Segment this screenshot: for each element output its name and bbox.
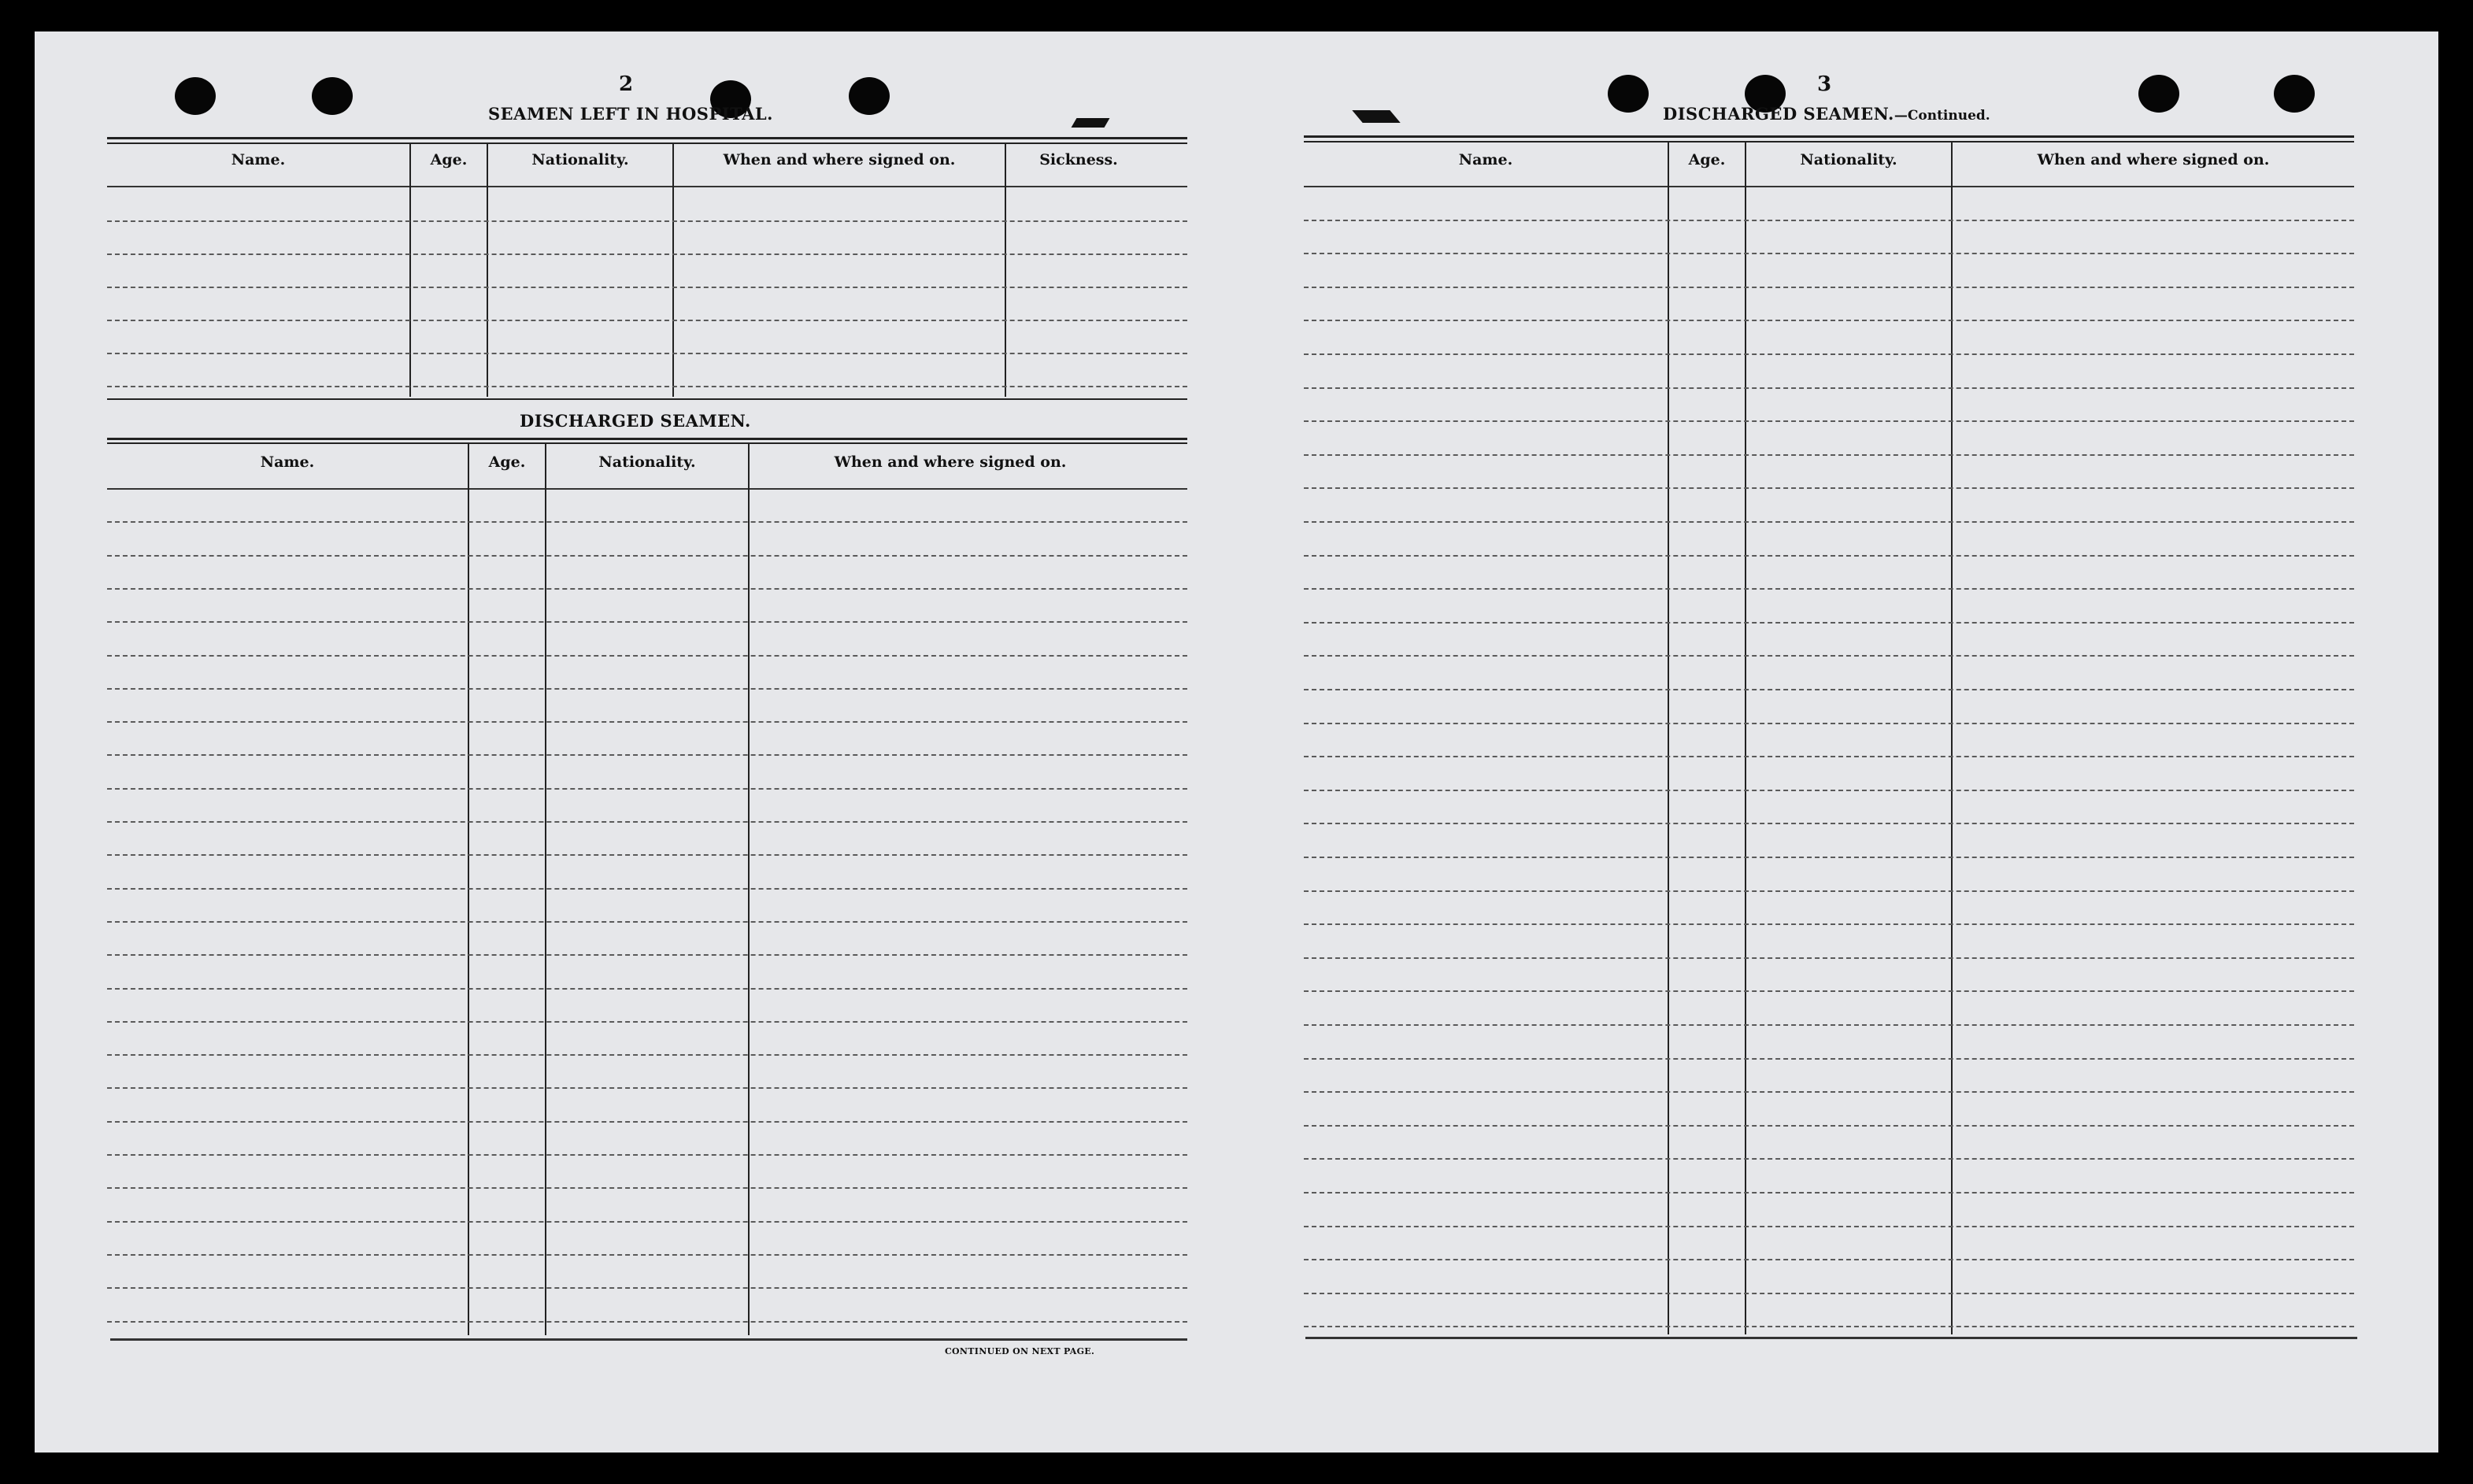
- continued-header-signed-on: When and where signed on.: [2037, 151, 2270, 168]
- entry-line: [1304, 454, 2354, 456]
- entry-line: [107, 1154, 1187, 1156]
- entry-line: [107, 821, 1187, 823]
- hospital-header-signed-on: When and where signed on.: [723, 151, 956, 168]
- hospital-section-title: SEAMEN LEFT IN HOSPITAL.: [488, 104, 773, 124]
- entry-line: [107, 621, 1187, 623]
- title-suffix: —Continued.: [1894, 108, 1990, 124]
- entry-line: [1304, 387, 2354, 389]
- hospital-header-sickness: Sickness.: [1039, 151, 1118, 168]
- entry-line: [1304, 1259, 2354, 1260]
- entry-line: [107, 555, 1187, 557]
- continued-footer: CONTINUED ON NEXT PAGE.: [945, 1346, 1095, 1356]
- continued-header-age: Age.: [1688, 151, 1726, 168]
- rule: [107, 442, 1187, 444]
- entry-line: [107, 1221, 1187, 1223]
- entry-line: [107, 1021, 1187, 1023]
- punch-hole: [849, 77, 890, 115]
- entry-line: [1304, 253, 2354, 254]
- entry-line: [107, 1287, 1187, 1289]
- entry-line: [1304, 1326, 2354, 1327]
- title-main: DISCHARGED SEAMEN.: [1663, 104, 1894, 124]
- punch-hole: [175, 77, 216, 115]
- entry-line: [107, 386, 1187, 387]
- tear-mark: [1352, 110, 1400, 123]
- page-number-right: 3: [1816, 72, 1832, 96]
- discharged-header-signed-on: When and where signed on.: [834, 453, 1067, 471]
- discharged-continued-title: [1663, 104, 1990, 124]
- rule: [107, 137, 1187, 139]
- rule: [107, 142, 1187, 144]
- discharged-entry-rows: [107, 488, 1187, 1338]
- entry-line: [107, 1254, 1187, 1256]
- entry-line: [107, 655, 1187, 657]
- hospital-header-nationality: Nationality.: [531, 151, 629, 168]
- entry-line: [1304, 823, 2354, 824]
- punch-hole: [2274, 75, 2315, 113]
- rule: [107, 398, 1187, 400]
- entry-line: [1304, 1293, 2354, 1294]
- entry-line: [1304, 1058, 2354, 1060]
- entry-line: [1304, 1226, 2354, 1227]
- entry-line: [107, 954, 1187, 956]
- entry-line: [1304, 1158, 2354, 1160]
- entry-line: [1304, 320, 2354, 321]
- punch-hole: [312, 77, 353, 115]
- entry-line: [1304, 420, 2354, 422]
- entry-line: [1304, 287, 2354, 288]
- entry-line: [107, 854, 1187, 856]
- discharged-header-nationality: Nationality.: [598, 453, 696, 471]
- entry-line: [1304, 1024, 2354, 1026]
- entry-line: [107, 220, 1187, 222]
- entry-line: [107, 754, 1187, 756]
- entry-line: [1304, 923, 2354, 925]
- discharged-section-title: DISCHARGED SEAMEN.: [520, 411, 751, 431]
- discharged-header-age: Age.: [488, 453, 526, 471]
- entry-line: [107, 988, 1187, 990]
- entry-line: [107, 921, 1187, 923]
- rule: [107, 438, 1187, 440]
- punch-hole: [2138, 75, 2179, 113]
- entry-line: [1304, 723, 2354, 724]
- continued-header-name: Name.: [1458, 151, 1513, 168]
- entry-line: [1304, 487, 2354, 489]
- entry-line: [1304, 353, 2354, 355]
- bottom-rule: [1305, 1337, 2357, 1339]
- scanned-form-sheet: [35, 31, 2438, 1453]
- entry-line: [1304, 990, 2354, 992]
- entry-line: [107, 588, 1187, 590]
- rule: [1304, 135, 2354, 138]
- entry-line: [1304, 521, 2354, 523]
- entry-line: [1304, 857, 2354, 858]
- entry-line: [107, 788, 1187, 790]
- entry-line: [1304, 655, 2354, 657]
- entry-line: [1304, 588, 2354, 590]
- entry-line: [107, 1187, 1187, 1189]
- entry-line: [1304, 790, 2354, 791]
- entry-line: [107, 353, 1187, 354]
- entry-line: [107, 1087, 1187, 1089]
- bottom-rule: [110, 1338, 1187, 1341]
- entry-line: [1304, 220, 2354, 221]
- entry-line: [1304, 1091, 2354, 1093]
- hospital-entry-rows: [107, 186, 1187, 398]
- entry-line: [1304, 957, 2354, 959]
- page-number-left: 2: [618, 72, 634, 96]
- entry-line: [107, 521, 1187, 523]
- discharged-header-name: Name.: [260, 453, 315, 471]
- entry-line: [1304, 890, 2354, 892]
- entry-line: [1304, 622, 2354, 624]
- entry-line: [107, 287, 1187, 288]
- entry-line: [107, 688, 1187, 690]
- entry-line: [1304, 555, 2354, 557]
- entry-line: [107, 1121, 1187, 1123]
- rule: [1304, 141, 2354, 142]
- entry-line: [1304, 1125, 2354, 1127]
- entry-line: [107, 888, 1187, 890]
- entry-line: [107, 721, 1187, 723]
- entry-line: [1304, 1192, 2354, 1193]
- hospital-header-name: Name.: [231, 151, 286, 168]
- entry-line: [1304, 756, 2354, 757]
- continued-header-nationality: Nationality.: [1800, 151, 1897, 168]
- hospital-header-age: Age.: [430, 151, 468, 168]
- entry-line: [107, 320, 1187, 321]
- continued-entry-rows: [1304, 186, 2354, 1335]
- entry-line: [107, 254, 1187, 255]
- punch-hole: [1608, 75, 1649, 113]
- entry-line: [1304, 689, 2354, 690]
- entry-line: [107, 1321, 1187, 1323]
- tear-mark: [1072, 118, 1110, 128]
- entry-line: [107, 1054, 1187, 1056]
